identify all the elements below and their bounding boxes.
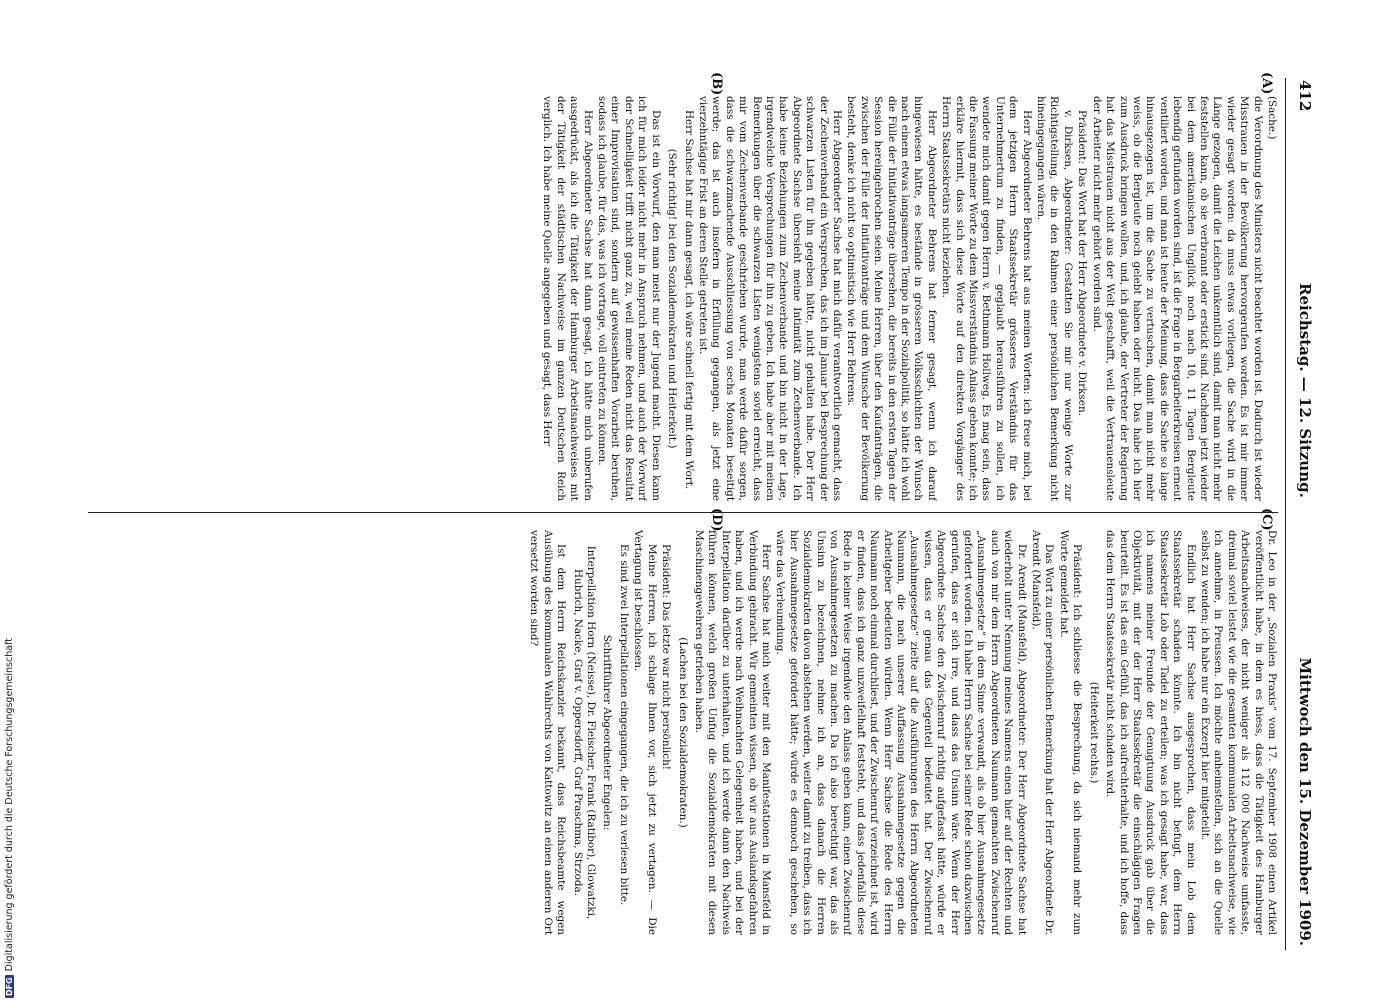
paragraph: v. Dirksen, Abgeordneter: Gestatten Sie mir nur wenige Worte zur Richtigstellung, die in den Rahmen einer persönlichen Bemerkung nicht hineingegangen wären. (1035, 96, 1074, 501)
paragraph: die Verordnung des Ministers nicht beachtet worden ist. Dadurch ist wieder Misstrauen in der Bevölkerung hervorgerufen worden. Es ist mir immer wieder gesagt worden: da muss etwas vorliegen, die Sache wird in die Länge gezogen, damit die Leichen unkenntlich sind, damit man nicht mehr feststellen kann, ob sie verbrannt oder erstickt sind. Nachdem jetzt wieder bei dem amerikanischen Unglück noch nach 10, 11 Tagen Bergleute lebendig gefunden worden sind, ist die Frage in Bergarbeiterkreisen erneut ventiliert worden, und man ist heute der Meinung, dass die Sache so lange hinausgezogen ist, um die Sache zu vertuschen, damit man nicht mehr weiss, ob die Bergleute noch gelebt haben oder nicht. Das habe ich hier zum Ausdruck bringen wollen, und, ich glaube, der Vertreter der Regierung hat das Misstrauen nicht aus der Welt geschafft, weil die Vertrauensleute der Arbeiter nicht mehr gehört worden sind. (1090, 96, 1264, 501)
paragraph: (Sache.) (1266, 96, 1278, 140)
interjection: (Lachen bei den Sozialdemokraten.) (676, 637, 689, 828)
column-separator (88, 512, 1278, 513)
paragraph: Herr Abgeordneter Sachse hat mich dafür verantwortlich gemacht, dass der Zechenverband ein Versprechen, das ich im Januar bei Besprechung der schwarzen Listen für ihn gegeben hätte, nicht gehalten habe. Der Herr Abgeordnete Sachse übersieht meine Intimität zum Zechenverbande. Ich habe keine Beziehungen zum Zechenverbande und bin nicht in der Lage, irgendwelche Versprechungen für ihn zu geben. Ich habe aber mit meinen Bemerkungen über die schwarzen Listen wenigstens soviel erreicht, dass mir vom Zechenverbande geschrieben wurde, man werde dafür sorgen, dass die schwarzmachende Ausschliessung von sechs Monaten beseitigt werde; das ist auch insofern in Erfüllung gegangen, als jetzt eine vierzehntägige Frist an deren Stelle getreten ist. (696, 96, 843, 501)
paragraph: Präsident: Das Wort hat der Herr Abgeordnete v. Dirksen. (1076, 110, 1089, 416)
paragraph: Es sind zwei Interpellationen eingegangen, die ich zu verlesen bitte. (617, 544, 630, 906)
interjection: (Heiterkeit rechts.) (1087, 681, 1100, 784)
left-column (82, 96, 1278, 501)
paragraph: Dr. Leo in der „Sozialen Praxis“ vom 17. September 1908 einen Artikel veröffentlicht habe, in dem es hiess, dass die Tätigkeit des Hamburger Arbeitsnachweises, der nicht weniger als 112 000 Nachweise umfasste, dreimal soviel leistet wie die gesamten kommunalen Arbeitsnachweise, wie ich annehme, in Preussen. Ich möchte anheimstellen, sich an die Quelle selbst zu wenden; ich habe nur ein Exzerpt hier mitgeteilt. (1198, 530, 1278, 935)
rotated-text-block (78, 72, 1318, 950)
paragraph: Meine Herren, ich schlage Ihnen vor, sich jetzt zu vertagen. — Die Vertagung ist beschlossen. (632, 530, 658, 935)
paragraph: Herr Sachse hat mich weiter mit den Manifestationen in Mansfeld in Verbindung gebracht. Wir gemeinten wissen, ob wir aus Auslandsgefahren haben, und ich werde nach Weihnachten Gelegenheit haben, und bei der Interpellation darüber zu unterhalten, und ich werde dann den Nachweis führen können, welch großen Unfug die Sozialdemokraten mit diesen Maschinengewehren getrieben haben. (692, 530, 772, 935)
interjection: (Sehr richtig! bei den Sozialdemokraten und Heiterkeit.) (666, 148, 679, 449)
paragraph: Herr Abgeordneter Behrens hat aus meinen Worten: ich freue mich, bei dem jetzigen Herrn Staatssekretär grösseres Verständnis für das Unternehmertum zu finden, — geglaubt herausführen zu sollen, ich wendete mich damit gegen Herrn v. Bethmann Hollweg. Es mag sein, dass die Fassung meiner Worte zu dem Missverständnis Anlass geben konnte; ich erkläre hiermit, dass sich diese Worte auf den direkten Vorgänger des Herrn Staatssekretärs nicht beziehen. (940, 96, 1033, 501)
margin-mark-c: (C) (1259, 508, 1274, 531)
paragraph: Das ist ein Vorwurf, den man meist nur der Jugend macht. Diesen kann ich für mich leider nicht mehr in Anspruch nehmen, und auch der Vorwurf der Schnelligkeit trifft nicht ganz zu, weil meine Reden nicht das Resultat einer Improvisation sind, sondern auf gewissenhaften Vorarbeit beruhen, sodass ich glaube, für das, was ich vortrage, voll eintreten zu können. (596, 96, 662, 501)
paragraph: Ist dem Herrn Reichskanzler bekannt, dass Reichsbeamte wegen Ausübung des kommunalen Wahlrechts von Kattowitz an einen anderen Ort versetzt worden sind? (528, 530, 568, 935)
page-number: 412 (1296, 80, 1314, 112)
paragraph: Herr Sachse hat mir dann gesagt, ich wäre schnell fertig mit dem Wort. (682, 110, 695, 490)
interpellation-title: Interpellation Horn (Neisse), Dr. Fleischer, Frank (Ratibor), Glowatzki, Hubrich, Nacke, Graf v. Oppersdorff, Graf Praschma, Strzoda. (571, 545, 598, 920)
right-column (82, 530, 1278, 935)
paragraph: Herr Abgeordneter Behrens hat ferner gesagt, wenn ich darauf hingewiesen hätte, es bestände in grösseren Volksschichten der Wunsch nach einem etwas langsameren Tempo in der Sozialpolitik, so hätte ich wohl die Fülle der Initiativanträge übersehen, die bereits in den ersten Tagen der Session hereingebrochen seien. Meine Herren, über den Kaufanträgen, die zwischen der Fülle der Initiativanträge und dem Wunsche der Bevölkerung besteht, denke ich nicht so optimistisch wie Herr Behrens. (845, 96, 938, 501)
page-header (1285, 78, 1318, 950)
session-date: Mittwoch den 15. Dezember 1909. (1296, 657, 1314, 946)
paragraph: Präsident: Ich schliesse die Besprechung, da sich niemand mehr zum Worte gemeldet hat. (1057, 530, 1084, 935)
paragraph: Endlich hat Herr Sachse ausgesprochen, dass mein Lob dem Staatssekretär schaden könnte. Ich bin nicht befugt, dem Herrn Staatssekretär Lob oder Tadel zu erteilen; was ich gesagt habe, war, dass ich namens meiner Freunde der Genugtuung Ausdruck gab über die Objektivität, mit der der Herr Staatssekretär die einschlägigen Fragen beurteilt. Es ist das ein Gefühl, das ich aufrechterhalte, und ich hoffe, dass das dem Herrn Staatssekretär nicht schaden wird. (1104, 530, 1197, 935)
dfg-logo: DFG (5, 977, 14, 996)
margin-mark-a: (A) (1259, 72, 1274, 95)
funding-note: Digitalisierung gefördert durch die Deutsche Forschungsgemeinschaft (4, 638, 15, 972)
speaker-heading: Schriftführer Abgeordneter Engelen: (601, 634, 614, 831)
running-title: Reichstag. — 12. Sitzung. (1296, 283, 1314, 498)
funding-footer (4, 638, 15, 998)
margin-mark-b: (B) (709, 72, 724, 96)
paragraph: Das Wort zu einer persönlichen Bemerkung hat der Herr Abgeordnete Dr. Arendt (Mansfeld). (1030, 530, 1056, 935)
paragraph: Präsident: Das letzte war nicht persönlich! (660, 544, 673, 770)
paragraph: Herr Abgeordneter Sachse hat dann gesagt, ich hätte mich unberufen ausgedrückt, als ich die Tätigkeit der Hamburger Arbeitsnachweises mit der Tätigkeit der städtischen Nachweise im ganzen Deutschen Reich verglich. Ich habe meine Quelle angegeben und gesagt, dass Herr (541, 96, 594, 501)
margin-mark-d: (D) (709, 508, 724, 532)
paragraph: Dr. Arendt (Mansfeld), Abgeordneter: Der Herr Abgeordnete Sachse hat wiederholt unter Nennung meines Namens einen hier auf der Rechten und auch von mir dem Herrn Abgeordneten Naumann gemachten Zwischenruf „Ausnahmegesetze“ in dem Sinne verwandt, als ob hier Ausnahmegesetze gefordert worden. Ich habe Herrn Sachse bei seiner Rede schon dazwischen gerufen, dass er sich irre, und dass das Unsinn wäre. Wenn der Herr Abgeordnete Sachse den Zwischenruf richtig aufgefasst hätte, würde er wissen, dass er genau das Gegenteil bedeutet hat. Der Zwischenruf „Ausnahmegesetze“ zielte auf die Ausführungen des Herrn Abgeordneten Naumann, die nach unserer Auffassung Ausnahmegesetze gegen die Arbeitgeber bedeuten würden. Wenn Herr Sachse die Rede des Herrn Naumann noch einmal durchliest, und der Zwischenruf verzeichnet ist, wird er finden, dass ich ganz unzweifelhaft feststeht, und dass jedenfalls diese Rede in keiner Weise irgendwie den Anlass geben kann, einen Zwischenruf von Ausnahmegesetzen zu machen. Da ich also berechtigt war, das als Unsinn zu bezeichnen, nehme ich an, dass danach die Herren Sozialdemokraten davon abstehen werden, weiter damit zu treiben, dass ich hier Ausnahmegesetze gefordert hätte; würde es dennoch geschehen, so wäre das Verleumdung. (774, 530, 1028, 935)
